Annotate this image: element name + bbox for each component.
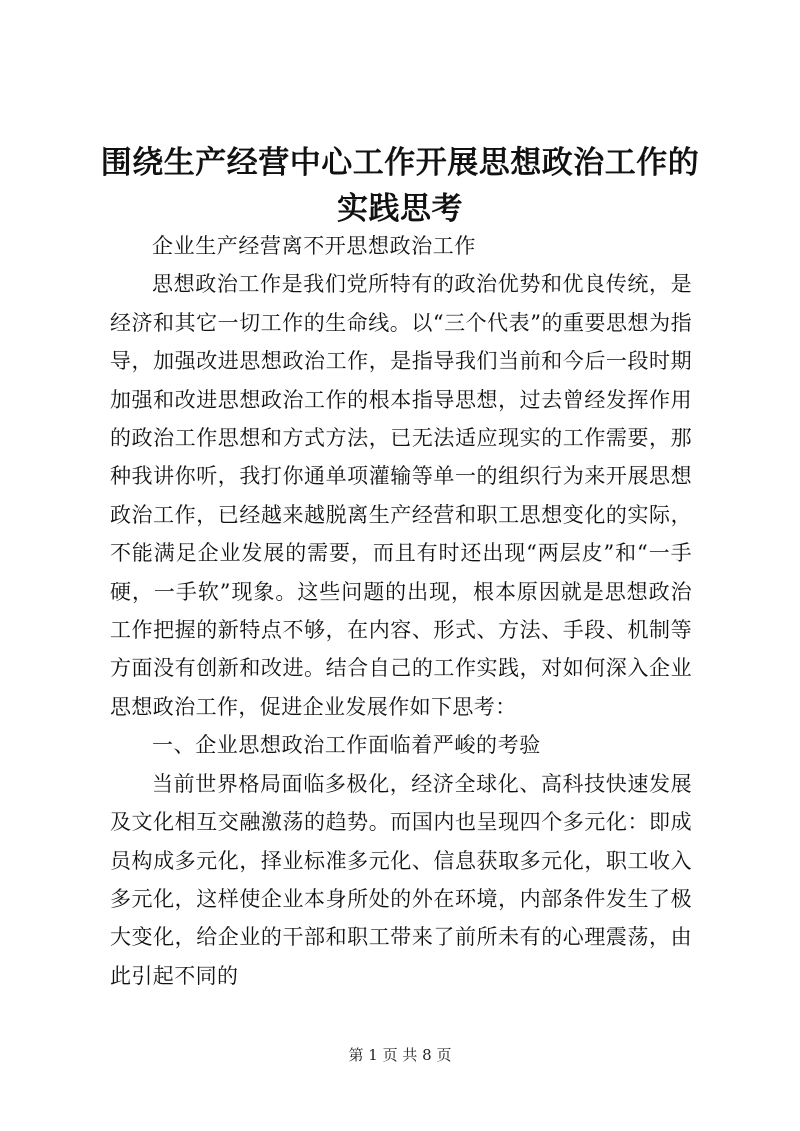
page-number-footer: 第 1 页 共 8 页 (348, 1046, 452, 1064)
section-heading: 企业生产经营离不开思想政治工作 (152, 234, 476, 258)
document-title: 围绕生产经营中心工作开展思想政治工作的实践思考 (100, 145, 700, 227)
body-paragraph: 思想政治工作是我们党所特有的政治优势和优良传统，是经济和其它一切工作的生命线。以“三个代表”的重要思想为指导，加强改进思想政治工作，是指导我们当前和今后一段时期加强和改进思想政治工作的根本指导思想，过去曾经发挥作用的政治工作思想和方式方法，已无法适应现实的工作需要，那种我讲你听，我打你通单项灌输等单一的组织行为来开展思想政治工作，已经越来越脱离生产经营和职工思想变化的实际，不能满足企业发展的需要，而且有时还出现“两层皮”和“一手硬，一手软”现象。这些问题的出现，根本原因就是思想政治工作把握的新特点不够，在内容、形式、方法、手段、机制等方面没有创新和改进。结合自己的工作实践，对如何深入企业思想政治工作，促进企业发展作如下思考： (110, 272, 692, 719)
document-body (110, 227, 692, 995)
body-paragraph: 当前世界格局面临多极化，经济全球化、高科技快速发展及文化相互交融激荡的趋势。而国内也呈现四个多元化：即成员构成多元化，择业标准多元化、信息获取多元化，职工收入多元化，这样使企业本身所处的外在环境，内部条件发生了极大变化，给企业的干部和职工带来了前所未有的心理震荡，由此引起不同的 (110, 771, 692, 988)
section-heading: 一、企业思想政治工作面临着严峻的考验 (152, 733, 541, 758)
